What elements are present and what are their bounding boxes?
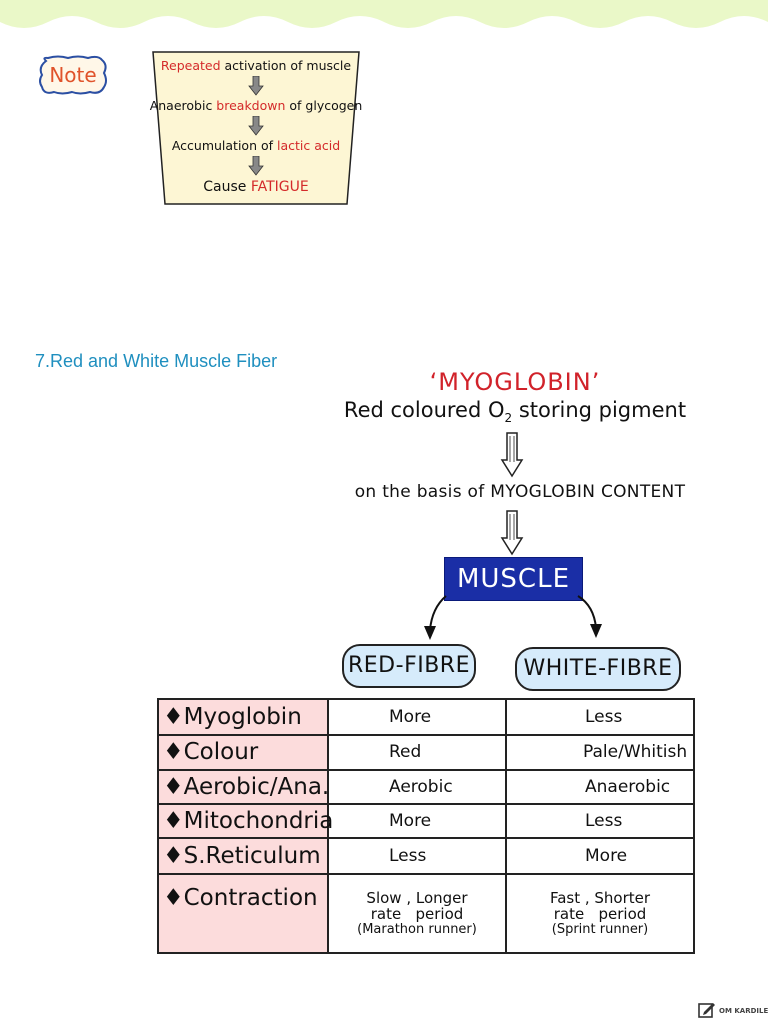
right-arrowhead-icon [590,624,602,638]
property-cell: ♦Colour [158,735,328,769]
fatigue-flow-box [145,44,367,209]
down-arrow-icon [247,156,265,176]
hollow-down-arrow-icon [500,432,524,478]
property-cell: ♦Contraction [158,874,328,953]
fibre-comparison-table [157,698,695,954]
flow-step-2: Anaerobic breakdown of glycogen [149,98,363,113]
red-fibre-contraction-cell: Slow , Longer rate period (Marathon runner) [328,874,506,953]
white-fibre-contraction-cell: Fast , Shorter rate period (Sprint runner) [506,874,694,953]
flow-step-3: Accumulation of lactic acid [171,138,341,153]
table-row [158,874,694,953]
muscle-box: MUSCLE [444,557,583,601]
myoglobin-title: ‘MYOGLOBIN’ [429,368,601,396]
red-fibre-cell: More [328,699,506,735]
table-row [158,735,694,769]
down-arrow-icon [247,76,265,96]
white-fibre-cell: Less [506,699,694,735]
property-cell: ♦Aerobic/Ana. [158,770,328,804]
red-fibre-cell: Less [328,838,506,874]
table-row [158,699,694,735]
white-fibre-cell: Anaerobic [506,770,694,804]
basis-line: on the basis of MYOGLOBIN CONTENT [354,482,686,502]
red-fibre-pill: RED-FIBRE [342,644,476,688]
branch-arrows [410,590,610,645]
table-row [158,804,694,838]
property-cell: ♦Mitochondria [158,804,328,838]
edit-logo-icon [698,1001,716,1019]
watermark [698,1001,768,1019]
property-cell: ♦Myoglobin [158,699,328,735]
note-badge [38,55,108,95]
left-arrowhead-icon [424,626,436,640]
red-fibre-cell: Aerobic [328,770,506,804]
section-title: 7.Red and White Muscle Fiber [35,351,278,371]
watermark-text: OM KARDILE [719,1007,768,1015]
red-fibre-cell: More [328,804,506,838]
red-fibre-cell: Red [328,735,506,769]
white-fibre-pill: WHITE-FIBRE [515,647,681,691]
white-fibre-cell: More [506,838,694,874]
down-arrow-icon [247,116,265,136]
wave-decoration [0,12,768,32]
top-decorative-band [0,0,768,30]
white-fibre-cell: Less [506,804,694,838]
flow-step-1: Repeated activation of muscle [160,58,352,73]
table-row [158,838,694,874]
myoglobin-description: Red coloured $O_2$ storing pigment [343,398,687,426]
white-fibre-cell: Pale/Whitish [506,735,694,769]
property-cell: ♦S.Reticulum [158,838,328,874]
note-label: Note [49,63,97,87]
flow-step-4: Cause FATIGUE [203,179,309,195]
table-row [158,770,694,804]
hollow-down-arrow-icon [500,510,524,556]
